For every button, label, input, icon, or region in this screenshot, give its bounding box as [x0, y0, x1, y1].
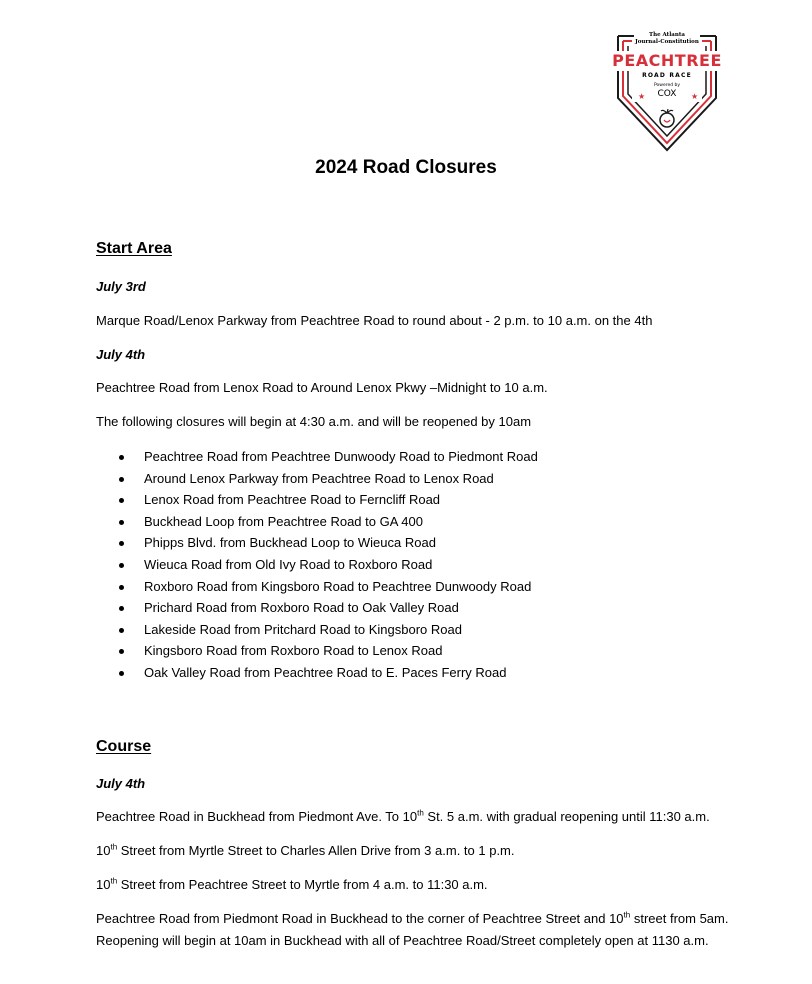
- list-item: Buckhead Loop from Peachtree Road to GA 400: [96, 513, 538, 535]
- course-closure-1: Peachtree Road in Buckhead from Piedmont Ave. To 10th St. 5 a.m. with gradual reopening until 11:30 a.m.: [96, 808, 710, 824]
- list-item: Peachtree Road from Peachtree Dunwoody Road to Piedmont Road: [96, 448, 538, 470]
- bullet-icon: [119, 520, 124, 525]
- date-july-4th-course: July 4th: [96, 776, 146, 791]
- section-heading-course: Course: [96, 738, 152, 755]
- list-item: Roxboro Road from Kingsboro Road to Peachtree Dunwoody Road: [96, 578, 538, 600]
- date-july-3rd: July 3rd: [96, 279, 146, 294]
- section-heading-start-area: Start Area: [96, 240, 172, 257]
- closure-text-july-4th: Peachtree Road from Lenox Road to Around Lenox Pkwy –Midnight to 10 a.m.: [96, 380, 548, 395]
- bullet-icon: [119, 563, 124, 568]
- bullet-icon: [119, 455, 124, 460]
- bullet-icon: [119, 498, 124, 503]
- logo-powered-by: Powered by: [653, 83, 681, 88]
- bullet-icon: [119, 477, 124, 482]
- svg-text:★: ★: [638, 92, 646, 101]
- logo-sponsor: COX: [657, 89, 677, 99]
- list-item: Around Lenox Parkway from Peachtree Road to Lenox Road: [96, 470, 538, 492]
- list-item: Wieuca Road from Old Ivy Road to Roxboro Road: [96, 556, 538, 578]
- course-closure-2: 10th Street from Myrtle Street to Charles Allen Drive from 3 a.m. to 1 p.m.: [96, 842, 515, 858]
- closures-intro: The following closures will begin at 4:30 a.m. and will be reopened by 10am: [96, 414, 532, 429]
- logo-brand: PEACHTREE: [612, 51, 722, 70]
- list-item: Kingsboro Road from Roxboro Road to Lenox Road: [96, 642, 538, 664]
- list-item: Lakeside Road from Pritchard Road to Kingsboro Road: [96, 621, 538, 643]
- bullet-icon: [119, 606, 124, 611]
- bullet-icon: [119, 541, 124, 546]
- course-closure-4: Peachtree Road from Piedmont Road in Buckhead to the corner of Peachtree Street and 10th street from 5am. Reopening will begin at 10am in Buckhead with all of Peachtree Road/Street completely open at 1130 a.m.: [96, 910, 729, 948]
- closure-list: [96, 448, 538, 686]
- closure-text-july-3rd: Marque Road/Lenox Parkway from Peachtree Road to round about - 2 p.m. to 10 a.m. on the 4th: [96, 313, 653, 328]
- logo-newspaper-line1: The Atlanta: [649, 32, 685, 38]
- peachtree-road-race-logo: [612, 28, 722, 154]
- logo-newspaper-line2: Journal-Constitution: [635, 39, 699, 45]
- list-item: Prichard Road from Roxboro Road to Oak Valley Road: [96, 599, 538, 621]
- bullet-icon: [119, 628, 124, 633]
- logo-subtitle: ROAD RACE: [642, 72, 692, 79]
- bullet-icon: [119, 649, 124, 654]
- course-closure-3: 10th Street from Peachtree Street to Myrtle from 4 a.m. to 11:30 a.m.: [96, 876, 488, 892]
- bullet-icon: [119, 671, 124, 676]
- svg-text:★: ★: [691, 92, 699, 101]
- list-item: Oak Valley Road from Peachtree Road to E. Paces Ferry Road: [96, 664, 538, 686]
- list-item: Lenox Road from Peachtree Road to Ferncliff Road: [96, 491, 538, 513]
- page-title: 2024 Road Closures: [315, 157, 497, 178]
- list-item: Phipps Blvd. from Buckhead Loop to Wieuca Road: [96, 534, 538, 556]
- date-july-4th: July 4th: [96, 347, 146, 362]
- bullet-icon: [119, 585, 124, 590]
